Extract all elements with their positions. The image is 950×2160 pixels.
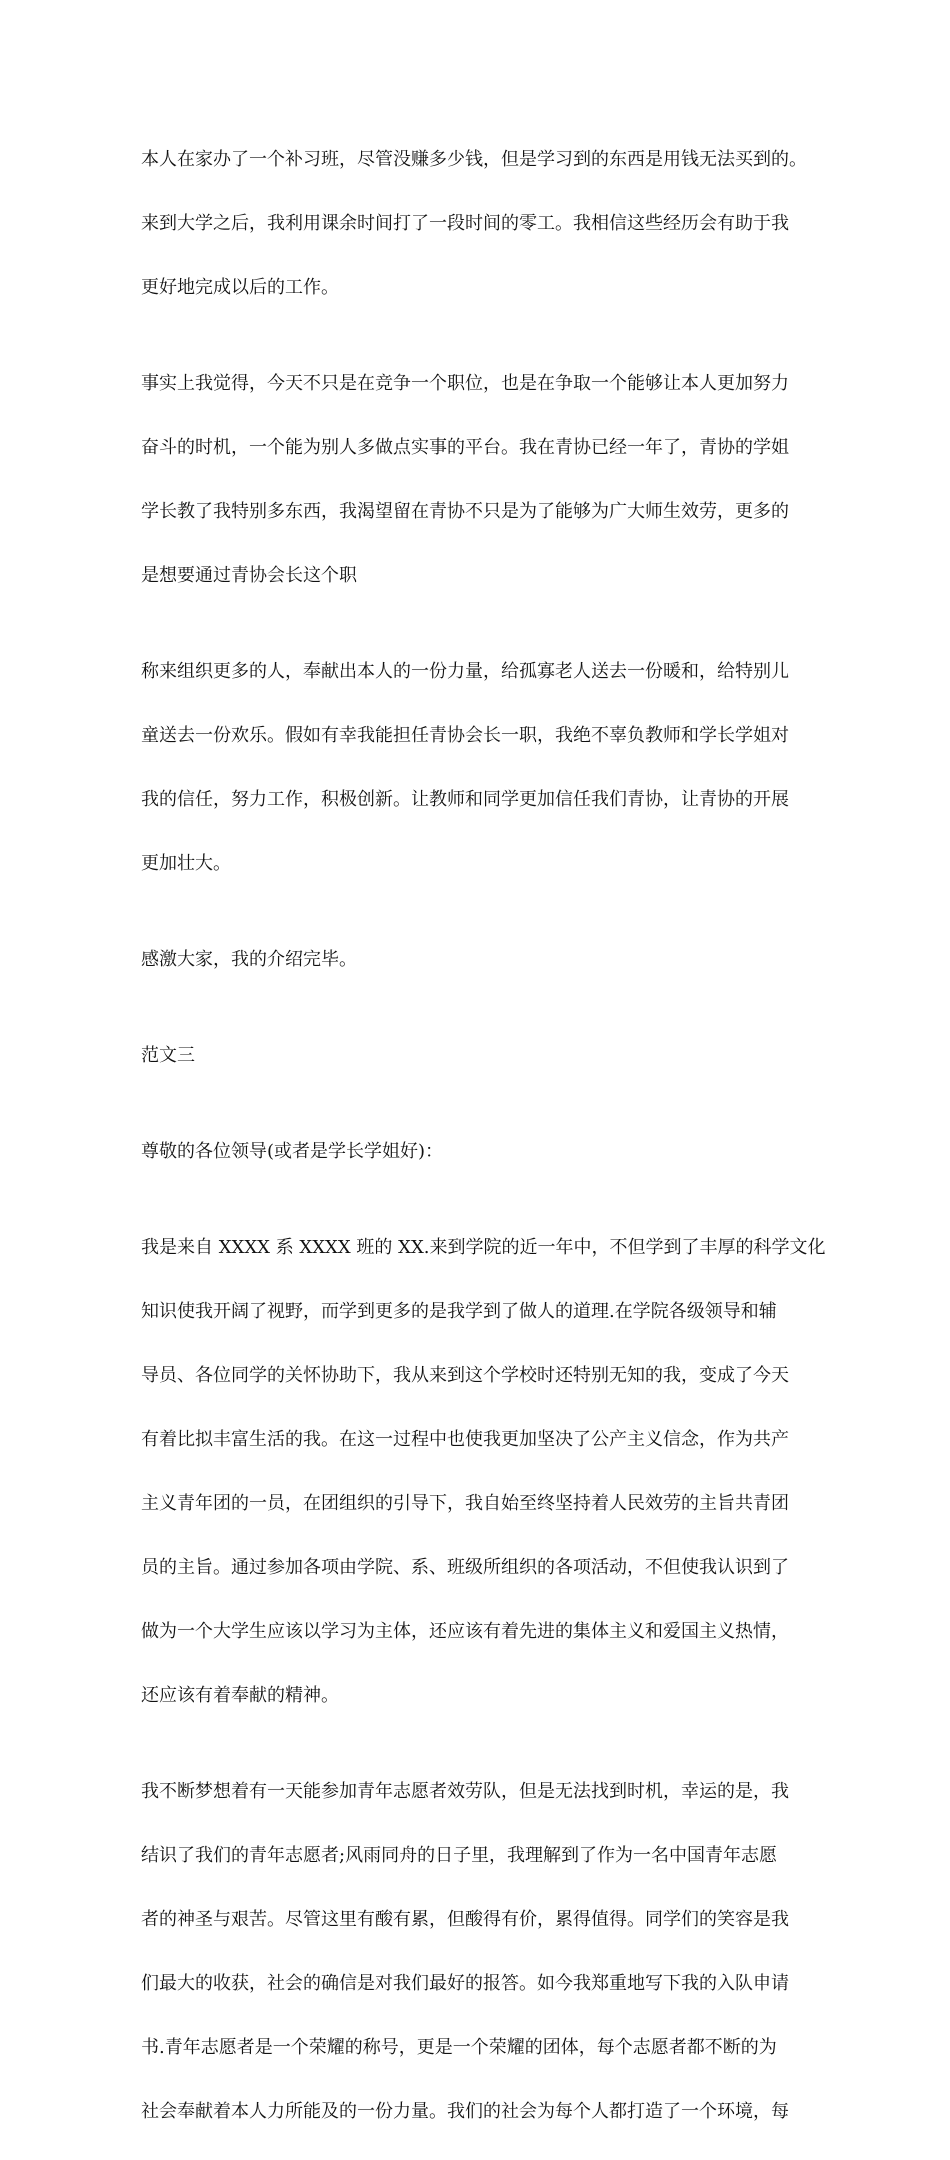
text-line: 员的主旨。通过参加各项由学院、系、班级所组织的各项活动，不但使我认识到了 <box>141 1557 789 1578</box>
text-line: 导员、各位同学的关怀协助下，我从来到这个学校时还特别无知的我，变成了今天 <box>141 1365 789 1386</box>
document-body <box>141 112 826 2160</box>
text-line: 社会奉献着本人力所能及的一份力量。我们的社会为每个人都打造了一个环境，每 <box>141 2101 789 2122</box>
text-line: 还应该有着奉献的精神。 <box>141 1685 339 1706</box>
text-line: 主义青年团的一员，在团组织的引导下，我自始至终坚持着人民效劳的主旨共青团 <box>141 1493 789 1514</box>
paragraph-6 <box>141 1744 821 2160</box>
text-line: 感激大家，我的介绍完毕。 <box>141 949 357 970</box>
text-line: 来到大学之后，我利用课余时间打了一段时间的零工。我相信这些经历会有助于我 <box>141 213 789 234</box>
text-line: 我不断梦想着有一天能参加青年志愿者效劳队，但是无法找到时机，幸运的是，我 <box>141 1781 789 1802</box>
paragraph-1 <box>141 112 821 336</box>
text-line: 我的信任，努力工作，积极创新。让教师和同学更加信任我们青协，让青协的开展 <box>141 789 789 810</box>
text-line: 做为一个大学生应该以学习为主体，还应该有着先进的集体主义和爱国主义热情， <box>141 1621 789 1642</box>
paragraph-2 <box>141 336 821 624</box>
text-line: 更好地完成以后的工作。 <box>141 277 339 298</box>
text-line: 范文三 <box>141 1045 195 1066</box>
text-line: 我是来自 XXXX 系 XXXX 班的 XX.来到学院的近一年中，不但学到了丰厚的科学文化 <box>141 1237 826 1258</box>
text-line: 有着比拟丰富生活的我。在这一过程中也使我更加坚决了公产主义信念，作为共产 <box>141 1429 789 1450</box>
text-line: 书.青年志愿者是一个荣耀的称号，更是一个荣耀的团体，每个志愿者都不断的为 <box>141 2037 777 2058</box>
text-line: 者的神圣与艰苦。尽管这里有酸有累，但酸得有价，累得值得。同学们的笑容是我 <box>141 1909 789 1930</box>
paragraph-4 <box>141 912 821 1008</box>
text-line: 称来组织更多的人，奉献出本人的一份力量，给孤寡老人送去一份暖和，给特别儿 <box>141 661 789 682</box>
paragraph-5 <box>141 1200 826 1744</box>
salutation <box>141 1104 821 1200</box>
text-line: 尊敬的各位领导(或者是学长学姐好)： <box>141 1141 444 1162</box>
section-heading <box>141 1008 821 1104</box>
text-line: 学长教了我特别多东西，我渴望留在青协不只是为了能够为广大师生效劳，更多的 <box>141 501 789 522</box>
text-line: 知识使我开阔了视野，而学到更多的是我学到了做人的道理.在学院各级领导和辅 <box>141 1301 777 1322</box>
text-line: 童送去一份欢乐。假如有幸我能担任青协会长一职，我绝不辜负教师和学长学姐对 <box>141 725 789 746</box>
text-line: 们最大的收获，社会的确信是对我们最好的报答。如今我郑重地写下我的入队申请 <box>141 1973 789 1994</box>
text-line: 结识了我们的青年志愿者;风雨同舟的日子里，我理解到了作为一名中国青年志愿 <box>141 1845 778 1866</box>
paragraph-3 <box>141 624 821 912</box>
text-line: 是想要通过青协会长这个职 <box>141 565 357 586</box>
text-line: 事实上我觉得，今天不只是在竞争一个职位，也是在争取一个能够让本人更加努力 <box>141 373 789 394</box>
text-line: 更加壮大。 <box>141 853 231 874</box>
text-line: 本人在家办了一个补习班，尽管没赚多少钱，但是学习到的东西是用钱无法买到的。 <box>141 149 807 170</box>
text-line: 奋斗的时机，一个能为别人多做点实事的平台。我在青协已经一年了，青协的学姐 <box>141 437 789 458</box>
